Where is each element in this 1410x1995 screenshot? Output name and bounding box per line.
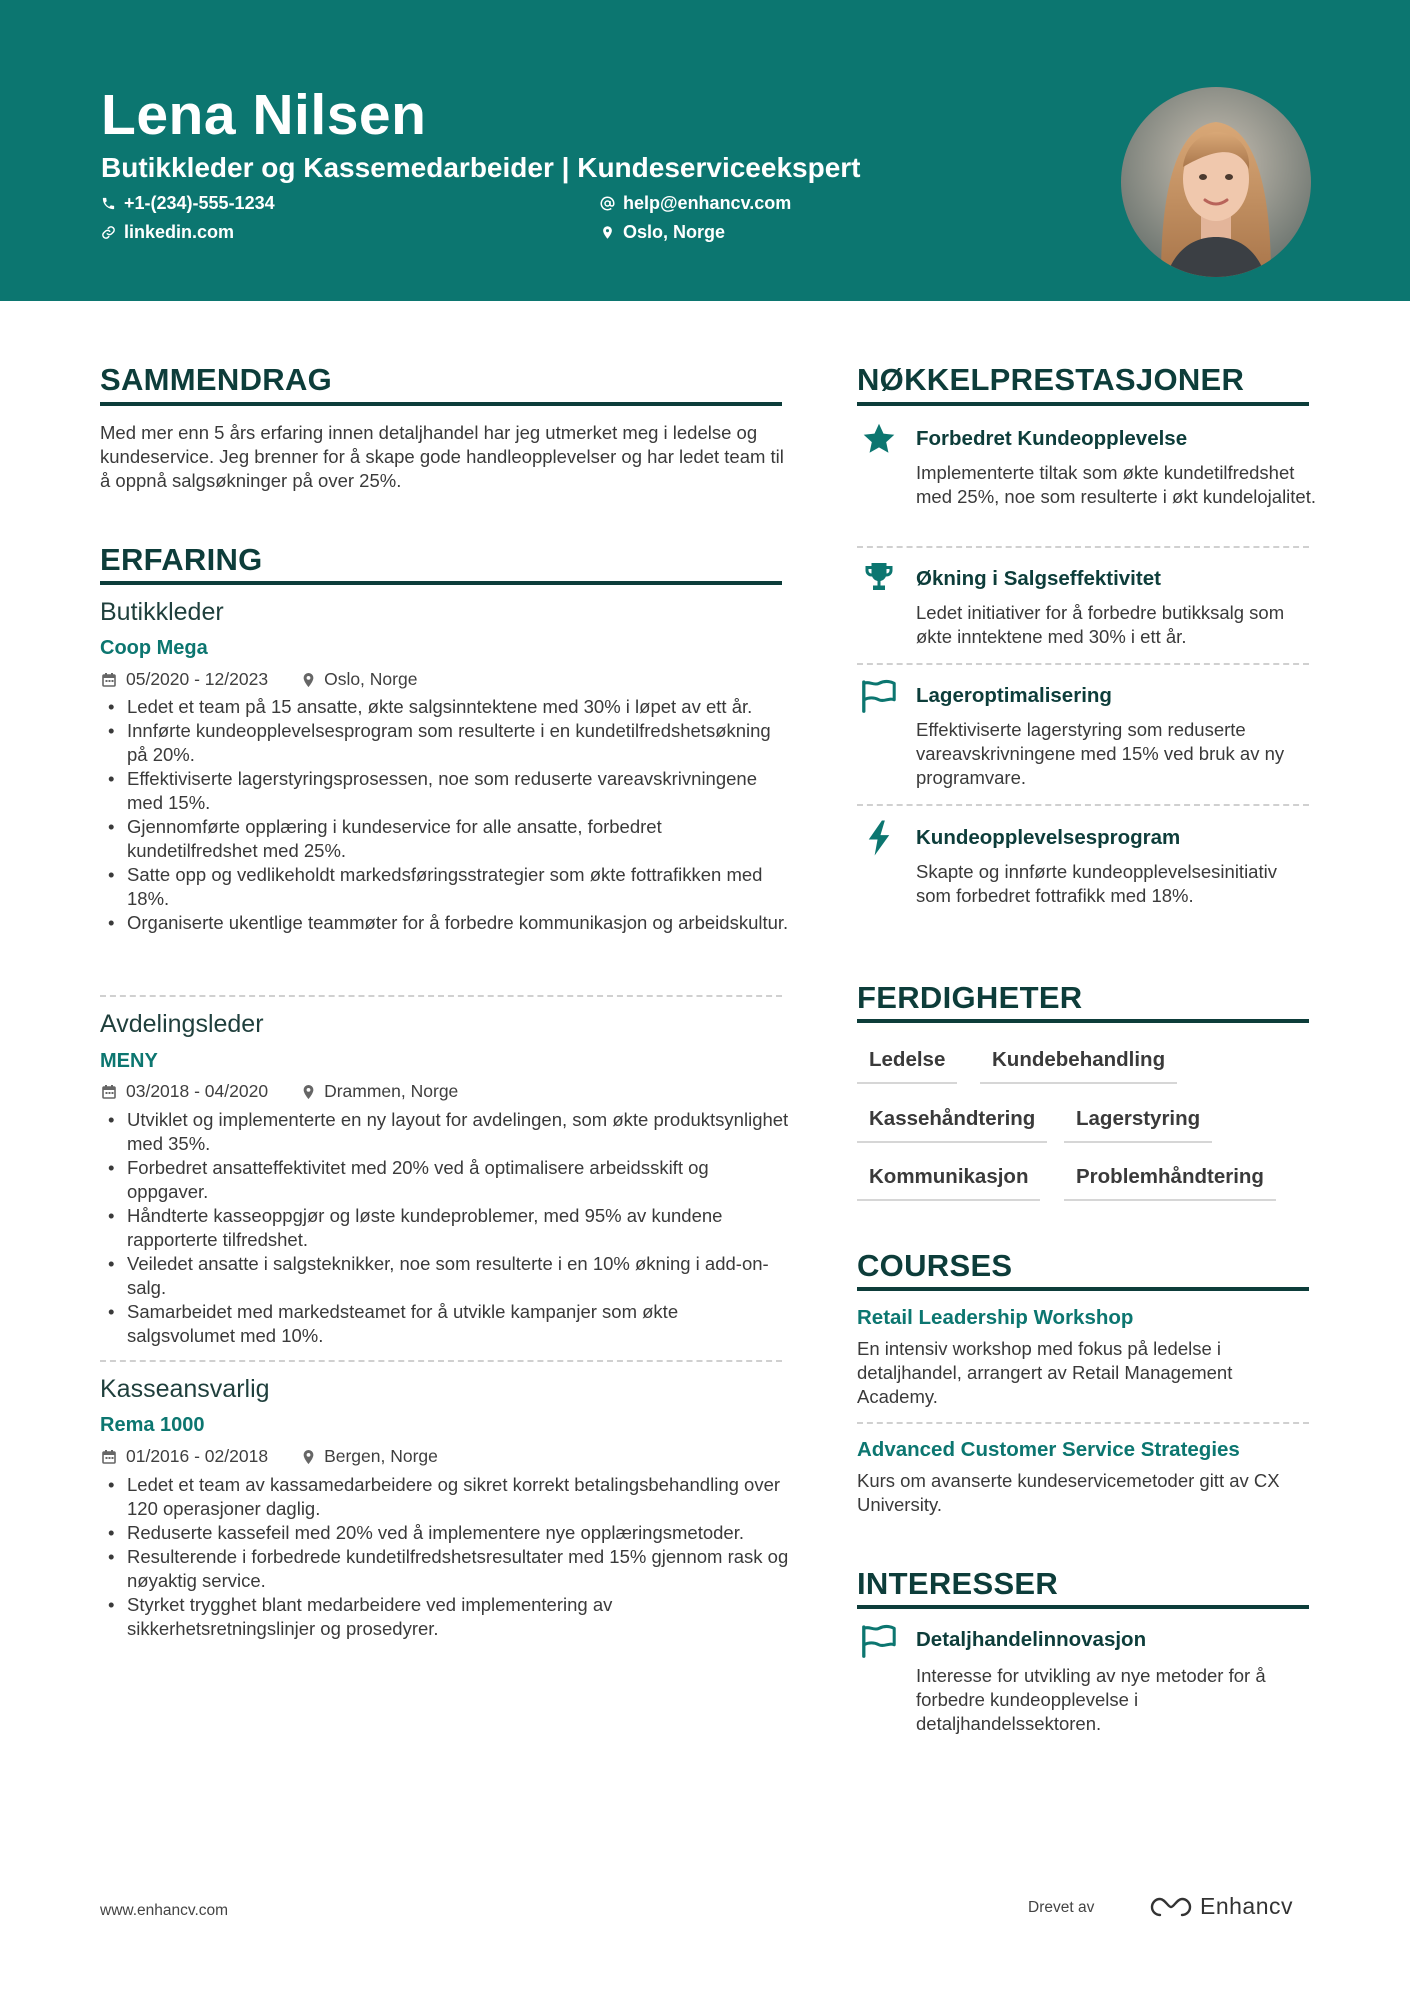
link-icon [101, 225, 116, 240]
at-sign-icon [600, 196, 615, 211]
job-location: Bergen, Norge [324, 1446, 438, 1466]
job-dates: 05/2020 - 12/2023 [126, 669, 269, 689]
experience-heading: ERFARING [100, 542, 263, 577]
interest-description: Interesse for utvikling av nye metoder for å forbedre kundeopplevelse i detaljhandelssektoren. [916, 1665, 1266, 1734]
achievement-description: Effektiviserte lagerstyring som reduserte vareavskrivningene med 15% ved bruk av ny programvare. [916, 719, 1285, 788]
phone-text: +1-(234)-555-1234 [124, 193, 275, 213]
contact-email[interactable] [600, 193, 791, 214]
summary-heading: SAMMENDRAG [100, 362, 333, 397]
brand-logo[interactable] [1146, 1893, 1293, 1920]
skill-tag: Kommunikasjon [857, 1165, 1040, 1201]
course-description: Kurs om avanserte kundeservicemetoder gitt av CX University. [857, 1470, 1280, 1515]
job-title: Butikkleder [100, 598, 224, 626]
interests-rule [857, 1605, 1309, 1609]
company-name: Rema 1000 [100, 1414, 205, 1436]
divider [857, 663, 1309, 665]
achievement-title: Lageroptimalisering [916, 684, 1112, 707]
list-item: • Ledet et team på 15 ansatte, økte salgsinntektene med 30% i løpet av ett år. [100, 695, 790, 719]
header-banner [0, 0, 1410, 301]
contact-phone[interactable] [101, 193, 275, 214]
brand-name: Enhancv [1200, 1893, 1294, 1919]
list-item: • Reduserte kassefeil med 20% ved å implementere nye opplæringsmetoder. [100, 1521, 790, 1545]
skill-tag: Problemhåndtering [1064, 1165, 1276, 1201]
enhancv-logo-icon [1146, 1895, 1192, 1919]
calendar-icon [102, 672, 116, 687]
job-bullets [100, 1473, 790, 1641]
skill-tag: Lagerstyring [1064, 1107, 1212, 1143]
job-dates: 01/2016 - 02/2018 [126, 1446, 269, 1466]
trophy-icon [859, 558, 899, 598]
list-item: • Ledet et team av kassamedarbeidere og sikret korrekt betalingsbehandling over 120 operasjoner daglig. [100, 1473, 790, 1521]
interests-heading: INTERESSER [857, 1566, 1059, 1601]
course-title: Advanced Customer Service Strategies [857, 1438, 1240, 1461]
achievement-title: Økning i Salgseffektivitet [916, 567, 1161, 590]
divider [857, 546, 1309, 548]
footer-url[interactable]: www.enhancv.com [100, 1902, 229, 1919]
list-item: • Styrket trygghet blant medarbeidere ved implementering av sikkerhetsretningslinjer og prosedyrer. [100, 1593, 790, 1641]
skills-rule [857, 1019, 1309, 1023]
achievement-title: Forbedret Kundeopplevelse [916, 427, 1188, 450]
skills-heading: FERDIGHETER [857, 980, 1083, 1015]
list-item: • Samarbeidet med markedsteamet for å utvikle kampanjer som økte salgsvolumet med 10%. [100, 1300, 790, 1348]
job-title: Kasseansvarlig [100, 1375, 270, 1403]
list-item: • Effektiviserte lagerstyringsprosessen, noe som reduserte vareavskrivningene med 15%. [100, 767, 790, 815]
contact-linkedin[interactable] [101, 222, 234, 243]
calendar-icon [102, 1084, 116, 1099]
achievements-rule [857, 402, 1309, 406]
email-text: help@enhancv.com [623, 193, 792, 213]
list-item: • Resulterende i forbedrede kundetilfredshetsresultater med 15% gjennom rask og nøyaktig service. [100, 1545, 790, 1593]
list-item: • Innførte kundeopplevelsesprogram som resulterte i en kundetilfredshetsøkning på 20%. [100, 719, 790, 767]
course-description: En intensiv workshop med fokus på ledelse i detaljhandel, arrangert av Retail Management Academy. [857, 1338, 1233, 1407]
location-pin-icon [600, 225, 615, 240]
divider [857, 804, 1309, 806]
flag-icon [859, 1621, 899, 1661]
footer-powered-by: Drevet av [1028, 1899, 1095, 1916]
location-text: Oslo, Norge [623, 222, 726, 242]
courses-rule [857, 1287, 1309, 1291]
achievement-description: Ledet initiativer for å forbedre butikksalg som økte inntektene med 30% i ett år. [916, 602, 1285, 647]
achievements-heading: NØKKELPRESTASJONER [857, 362, 1245, 397]
job-bullets [100, 1108, 790, 1348]
courses-heading: COURSES [857, 1248, 1013, 1283]
achievement-title: Kundeopplevelsesprogram [916, 826, 1181, 849]
job-meta [102, 669, 417, 690]
flag-icon [859, 676, 899, 716]
phone-icon [101, 196, 116, 211]
list-item: • Gjennomførte opplæring i kundeservice for alle ansatte, forbedret kundetilfredshet med 25%. [100, 815, 790, 863]
summary-rule [100, 402, 782, 406]
summary-text: Med mer enn 5 års erfaring innen detaljhandel har jeg utmerket meg i ledelse og kundeservice. Jeg brenner for å skape gode handleopplevelser og har ledet team til å oppnå salgsøkninger på over 25%. [100, 422, 784, 491]
skill-tag: Kassehåndtering [857, 1107, 1047, 1143]
location-pin-icon [302, 1449, 315, 1465]
location-pin-icon [302, 672, 315, 688]
job-location: Drammen, Norge [324, 1081, 459, 1101]
list-item: • Organiserte ukentlige teammøter for å forbedre kommunikasjon og arbeidskultur. [100, 911, 790, 935]
calendar-icon [102, 1449, 116, 1464]
lightning-icon [859, 818, 899, 858]
divider [100, 995, 782, 997]
divider [100, 1360, 782, 1362]
achievement-description: Implementerte tiltak som økte kundetilfredshet med 25%, noe som resulterte i økt kundelojalitet. [916, 462, 1316, 507]
list-item: • Håndterte kasseoppgjør og løste kundeproblemer, med 95% av kundene rapporterte tilfredshet. [100, 1204, 790, 1252]
divider [857, 1422, 1309, 1424]
list-item: • Satte opp og vedlikeholdt markedsføringsstrategier som økte fottrafikken med 18%. [100, 863, 790, 911]
experience-rule [100, 581, 782, 585]
course-title: Retail Leadership Workshop [857, 1306, 1134, 1329]
interest-title: Detaljhandelinnovasjon [916, 1628, 1147, 1651]
achievement-description: Skapte og innførte kundeopplevelsesinitiativ som forbedret fottrafikk med 18%. [916, 861, 1277, 906]
company-name: Coop Mega [100, 637, 208, 659]
job-location: Oslo, Norge [324, 669, 418, 689]
list-item: • Forbedret ansatteffektivitet med 20% ved å optimalisere arbeidsskift og oppgaver. [100, 1156, 790, 1204]
job-title: Avdelingsleder [100, 1010, 264, 1038]
list-item: • Utviklet og implementerte en ny layout for avdelingen, som økte produktsynlighet med 35%. [100, 1108, 790, 1156]
location-pin-icon [302, 1084, 315, 1100]
skill-tag: Ledelse [857, 1048, 957, 1084]
skill-tag: Kundebehandling [980, 1048, 1177, 1084]
job-meta [102, 1081, 458, 1102]
job-bullets [100, 695, 790, 935]
candidate-name: Lena Nilsen [101, 83, 427, 147]
list-item: • Veiledet ansatte i salgsteknikker, noe som resulterte i en 10% økning i add-on-salg. [100, 1252, 790, 1300]
candidate-headline: Butikkleder og Kassemedarbeider | Kundeserviceekspert [101, 152, 861, 183]
job-dates: 03/2018 - 04/2020 [126, 1081, 269, 1101]
company-name: MENY [100, 1050, 158, 1072]
star-icon [859, 419, 899, 459]
job-meta [102, 1446, 438, 1467]
profile-photo [1121, 87, 1311, 277]
contact-location [600, 222, 725, 243]
linkedin-text: linkedin.com [124, 222, 235, 242]
